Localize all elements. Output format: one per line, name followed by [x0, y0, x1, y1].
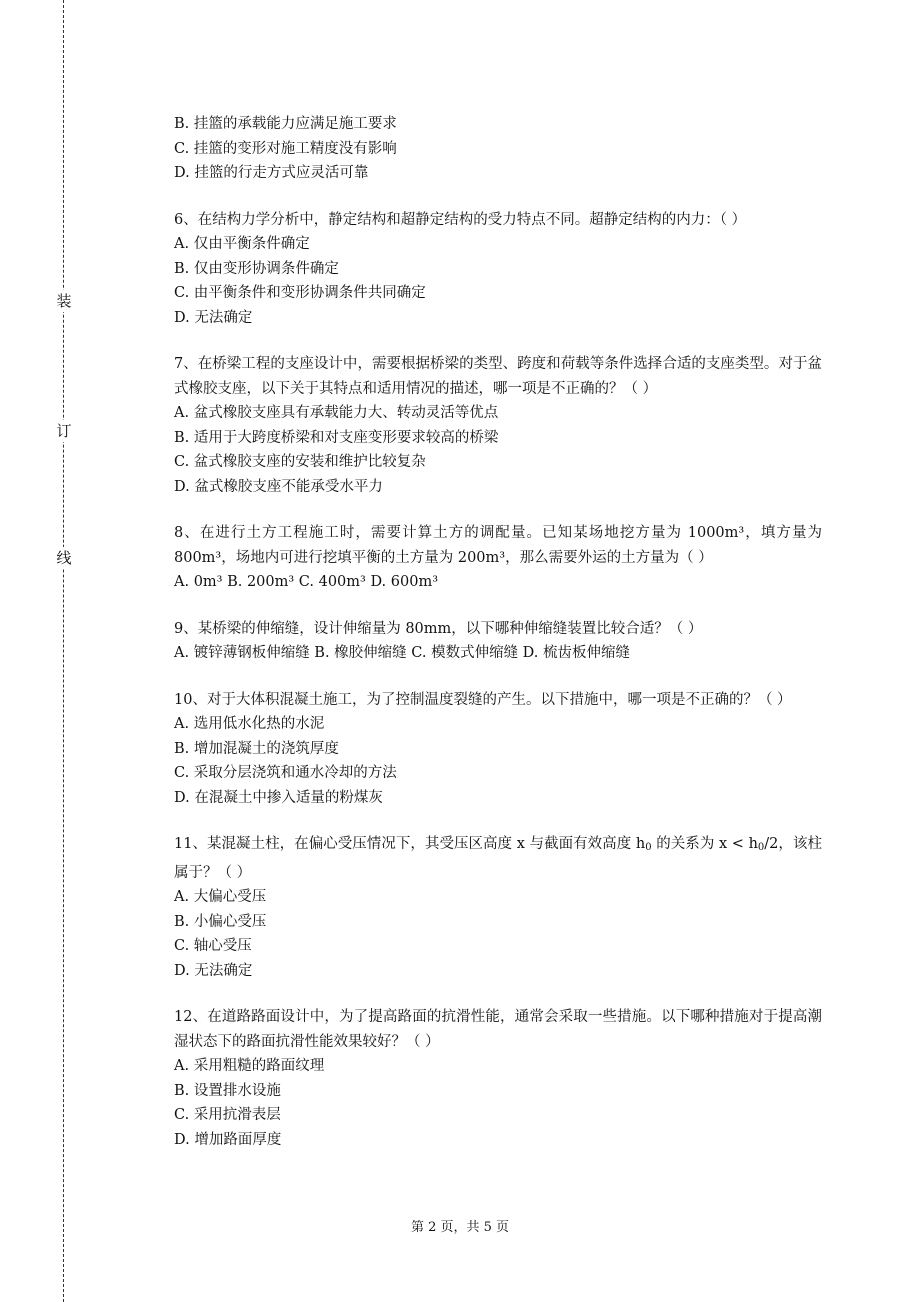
q11-option-c: C. 轴心受压 — [174, 938, 252, 954]
binding-dashed-line — [63, 0, 64, 1302]
question-10 — [174, 688, 822, 811]
q11-subscript-2: 0 — [757, 842, 765, 853]
question-12 — [174, 1005, 822, 1152]
q10-option-b: B. 增加混凝土的浇筑厚度 — [174, 740, 339, 757]
q10-option-a: A. 选用低水化热的水泥 — [174, 716, 325, 732]
q7-option-c: C. 盆式橡胶支座的安装和维护比较复杂 — [174, 454, 426, 470]
question-8 — [174, 521, 822, 595]
q6-option-d: D. 无法确定 — [174, 309, 253, 326]
q11-option-b: B. 小偏心受压 — [174, 913, 267, 930]
q6-option-b: B. 仅由变形协调条件确定 — [174, 260, 339, 277]
question-5-tail — [174, 112, 822, 186]
question-7 — [174, 352, 822, 499]
binding-char-zhuang: 装 — [54, 290, 74, 312]
q10-stem: 10、对于大体积混凝土施工，为了控制温度裂缝的产生。以下措施中，哪一项是不正确的？（ ） — [174, 691, 792, 708]
question-list — [174, 112, 822, 1174]
question-6 — [174, 208, 822, 331]
q9-stem: 9、某桥梁的伸缩缝，设计伸缩量为 80mm，以下哪种伸缩缝装置比较合适？（ ） — [174, 620, 703, 637]
q12-option-b: B. 设置排水设施 — [174, 1082, 281, 1099]
question-9 — [174, 617, 822, 666]
q6-stem: 6、在结构力学分析中，静定结构和超静定结构的受力特点不同。超静定结构的内力：（ ） — [174, 211, 747, 228]
binding-char-ding: 订 — [54, 420, 74, 442]
q11-option-a: A. 大偏心受压 — [174, 889, 267, 905]
q11-option-d: D. 无法确定 — [174, 962, 253, 979]
q12-option-c: C. 采用抗滑表层 — [174, 1107, 281, 1123]
q12-stem: 12、在道路路面设计中，为了提高路面的抗滑性能，通常会采取一些措施。以下哪种措施对于提高潮湿状态下的路面抗滑性能效果较好？（ ） — [174, 1009, 822, 1050]
q12-option-a: A. 采用粗糙的路面纹理 — [174, 1058, 325, 1074]
q7-option-b: B. 适用于大跨度桥梁和对支座变形要求较高的桥梁 — [174, 429, 499, 446]
page-footer: 第 2 页，共 5 页 — [410, 1220, 510, 1235]
q7-option-a: A. 盆式橡胶支座具有承载能力大、转动灵活等优点 — [174, 405, 499, 421]
q11-subscript-1: 0 — [645, 842, 652, 853]
q10-option-c: C. 采取分层浇筑和通水冷却的方法 — [174, 765, 397, 781]
q11-stem-part2: 的关系为 x < h — [651, 836, 758, 852]
q6-option-a: A. 仅由平衡条件确定 — [174, 236, 310, 252]
q7-stem: 7、在桥梁工程的支座设计中，需要根据桥梁的类型、跨度和荷载等条件选择合适的支座类型。对于盆式橡胶支座，以下关于其特点和适用情况的描述，哪一项是不正确的？（ ） — [174, 356, 822, 397]
q11-stem-part1: 11、某混凝土柱，在偏心受压情况下，其受压区高度 x 与截面有效高度 h — [174, 836, 646, 852]
q5-option-b: B. 挂篮的承载能力应满足施工要求 — [174, 116, 397, 132]
binding-char-xian: 线 — [54, 547, 74, 569]
q5-option-c: C. 挂篮的变形对施工精度没有影响 — [174, 140, 397, 157]
q9-options: A. 镀锌薄钢板伸缩缝 B. 橡胶伸缩缝 C. 模数式伸缩缝 D. 梳齿板伸缩缝 — [174, 645, 631, 661]
question-11 — [174, 832, 822, 983]
q8-stem: 8、在进行土方工程施工时，需要计算土方的调配量。已知某场地挖方量为 1000m³，填方量为 800m³，场地内可进行挖填平衡的土方量为 200m³，那么需要外运的土方量为（ ） — [174, 525, 822, 566]
q11-stem — [174, 832, 822, 885]
q8-options: A. 0m³ B. 200m³ C. 400m³ D. 600m³ — [174, 574, 439, 590]
q7-option-d: D. 盆式橡胶支座不能承受水平力 — [174, 478, 383, 495]
q12-option-d: D. 增加路面厚度 — [174, 1131, 282, 1148]
q5-option-d: D. 挂篮的行走方式应灵活可靠 — [174, 165, 369, 181]
q11-stem-part3: /2，该柱属于？（ ） — [174, 836, 822, 881]
q10-option-d: D. 在混凝土中掺入适量的粉煤灰 — [174, 789, 383, 806]
q6-option-c: C. 由平衡条件和变形协调条件共同确定 — [174, 285, 426, 301]
